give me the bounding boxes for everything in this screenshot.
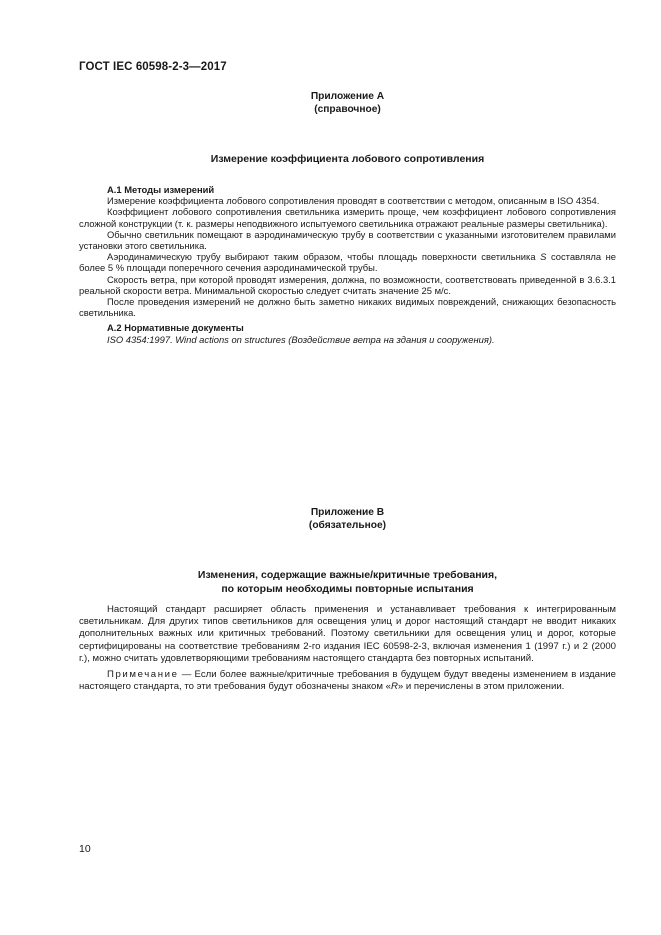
annex-a-subtitle: (справочное) — [314, 104, 381, 115]
page-number: 10 — [79, 843, 91, 855]
section-a2-heading: А.2 Нормативные документы — [107, 322, 244, 334]
marker-sign: R — [390, 681, 398, 693]
annex-a-title: Приложение А — [310, 91, 385, 102]
area-variable: S — [540, 251, 547, 263]
annex-a-heading: Измерение коэффициента лобового сопротивления — [210, 153, 485, 165]
note-label: Примечание — [107, 669, 179, 681]
annex-a-body — [79, 184, 616, 345]
annex-b-heading-line1: Изменения, содержащие важные/критичные требования, — [197, 569, 498, 581]
paragraph: Коэффициент лобового сопротивления светильника измерить проще, чем коэффициент лобового сопротивления сложной конструкции (т. к. размеры неподвижного испытуемого светильника отражают реальные размеры светильника). — [79, 206, 616, 229]
paragraph: Обычно светильник помещают в аэродинамическую трубу в соответствии с указанными изготовителем правилами установки этого светильника. — [79, 228, 616, 252]
paragraph: Скорость ветра, при которой проводят измерения, должна, по возможности, соответствовать приведенной в 3.6.3.1 реальной скорости ветра. Минимальной скоростью следует считать значение 25 м/с. — [79, 273, 616, 296]
paragraph: Настоящий стандарт расширяет область применения и устанавливает требования к интегрированным светильникам. Для других типов светильников для освещения улиц и дорог настоящий стандарт не вводит никаких дополнительных важных или критичных требований. Поэтому светильники для освещения улиц и дорог, которые сертифицированы на соответствие требованиям 2-го издания IEC 60598-2-3, включая изменения 1 (1997 г.) и 2 (2000 г.), можно считать удовлетворяющими требованиям настоящего стандарта без повторных испытаний. — [79, 604, 616, 664]
paragraph: Измерение коэффициента лобового сопротивления проводят в соответствии с методом, описанным в ISO 4354. — [107, 195, 600, 207]
note: Примечание — Если более важные/критичные требования в будущем будут введены изменением в издание настоящего стандарта, то эти требования будут обозначены знаком «R» и перечислены в этом приложении. — [79, 669, 616, 693]
annex-b-subtitle: (обязательное) — [308, 520, 387, 531]
reference: ISO 4354:1997. Wind actions on structures (Воздействие ветра на здания и сооружения). — [107, 333, 495, 345]
annex-b-title: Приложение В — [310, 507, 385, 518]
standard-id: ГОСТ IEC 60598-2-3—2017 — [79, 61, 227, 73]
paragraph: После проведения измерений не должно быть заметно никаких видимых повреждений, снижающих безопасность светильника. — [79, 296, 616, 319]
annex-b-body — [79, 604, 616, 697]
section-a1-heading: А.1 Методы измерений — [107, 184, 215, 195]
annex-b-heading-line2: по которым необходимы повторные испытания — [221, 583, 474, 595]
paragraph: Аэродинамическую трубу выбирают таким образом, чтобы площадь поверхности светильника S составляла не более 5 % площади поперечного сечения аэродинамической трубы. — [79, 251, 616, 274]
